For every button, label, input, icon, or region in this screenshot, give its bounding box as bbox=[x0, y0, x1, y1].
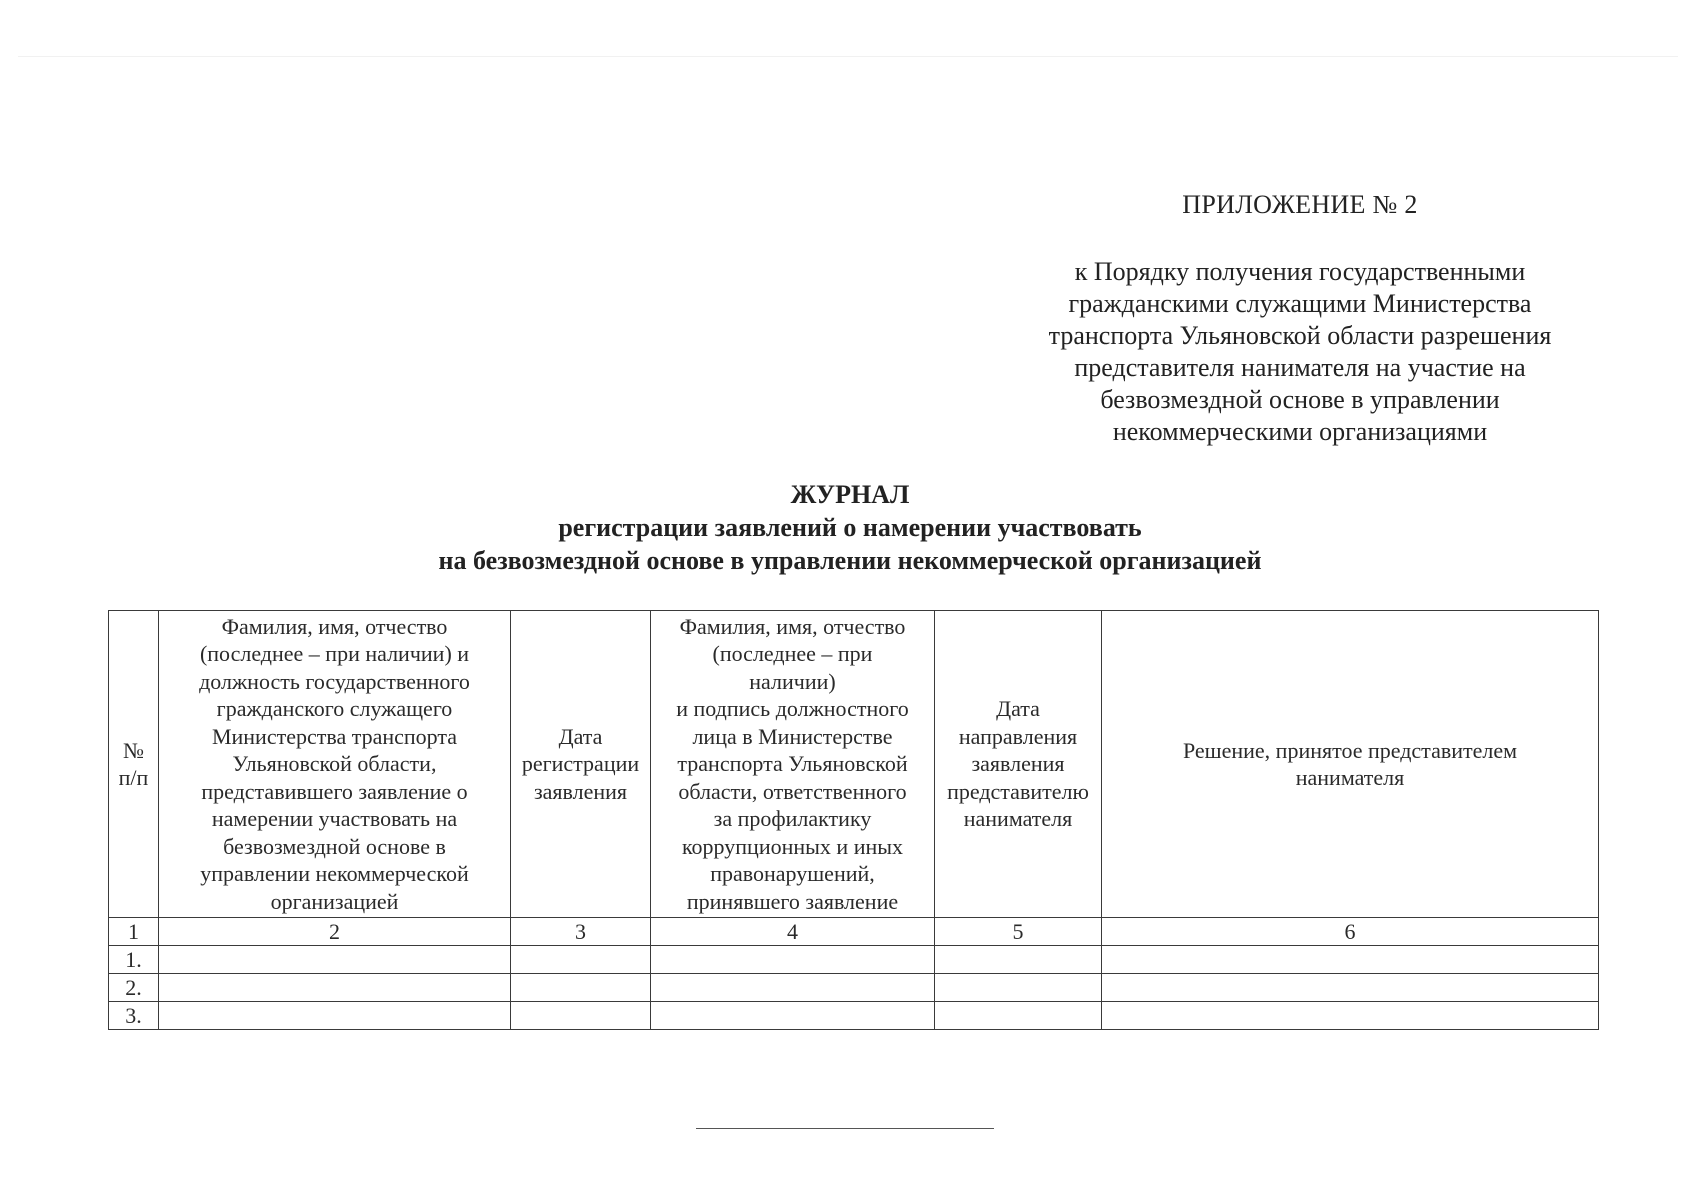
table-cell bbox=[935, 974, 1102, 1002]
header-text-line: Фамилия, имя, отчество bbox=[679, 613, 906, 639]
header-text-line: заявления bbox=[971, 751, 1065, 777]
table-header-row bbox=[109, 611, 1599, 918]
table-cell bbox=[1102, 946, 1599, 974]
header-text-line: организацией bbox=[270, 888, 399, 914]
table-row bbox=[109, 946, 1599, 974]
header-text-line: принявшего заявление bbox=[686, 888, 899, 914]
table-cell bbox=[159, 946, 511, 974]
column-number-cell: 5 bbox=[935, 918, 1102, 946]
appendix-line: транспорта Ульяновской области разрешения bbox=[1048, 321, 1552, 350]
header-text-line: намерении участвовать на bbox=[211, 806, 458, 832]
header-text-line: области, ответственного bbox=[678, 778, 907, 804]
header-text-line: за профилактику bbox=[713, 806, 872, 832]
header-text-line: нанимателя bbox=[963, 806, 1073, 832]
appendix-reference bbox=[1010, 256, 1590, 448]
header-text-line: Дата bbox=[996, 696, 1040, 722]
header-cell-forward-date bbox=[935, 611, 1102, 918]
column-number-cell: 4 bbox=[651, 918, 935, 946]
column-number-row bbox=[109, 918, 1599, 946]
header-text-line: Фамилия, имя, отчество bbox=[221, 613, 448, 639]
table-cell bbox=[511, 946, 651, 974]
header-text-line: гражданского служащего bbox=[216, 696, 453, 722]
closing-rule-line bbox=[696, 1128, 994, 1129]
table-cell bbox=[935, 1002, 1102, 1030]
scan-edge-line bbox=[18, 56, 1678, 57]
header-text-line: направления bbox=[958, 723, 1078, 749]
header-text-line: коррупционных и иных bbox=[681, 833, 904, 859]
column-number-cell: 2 bbox=[159, 918, 511, 946]
header-text-line: (последнее – при наличии) и bbox=[199, 641, 470, 667]
appendix-line: безвозмездной основе в управлении bbox=[1100, 385, 1500, 414]
header-cell-number bbox=[109, 611, 159, 918]
table-cell bbox=[511, 1002, 651, 1030]
table-cell bbox=[1102, 974, 1599, 1002]
header-text-line: Ульяновской области, bbox=[232, 751, 437, 777]
table-cell bbox=[511, 974, 651, 1002]
row-number-cell: 3. bbox=[109, 1002, 159, 1030]
header-text-line: Министерства транспорта bbox=[211, 723, 458, 749]
appendix-line: гражданскими служащими Министерства bbox=[1068, 289, 1532, 318]
header-text-line: наличии) bbox=[749, 668, 836, 694]
journal-heading bbox=[300, 478, 1400, 577]
registration-journal-table bbox=[108, 610, 1599, 1030]
header-text-line: правонарушений, bbox=[710, 861, 875, 887]
header-cell-official bbox=[651, 611, 935, 918]
header-text-line: № bbox=[123, 737, 144, 763]
header-text-line: лица в Министерстве bbox=[692, 723, 893, 749]
journal-subtitle-line2: на безвозмездной основе в управлении некоммерческой организацией bbox=[438, 546, 1262, 575]
appendix-line: к Порядку получения государственными bbox=[1074, 257, 1526, 286]
header-text-line: управлении некоммерческой bbox=[200, 861, 469, 887]
journal-subtitle-line1: регистрации заявлений о намерении участвовать bbox=[558, 513, 1142, 542]
header-cell-registration-date bbox=[511, 611, 651, 918]
table-cell bbox=[935, 946, 1102, 974]
table-cell bbox=[159, 1002, 511, 1030]
header-text-line: представившего заявление о bbox=[201, 778, 468, 804]
table-cell bbox=[1102, 1002, 1599, 1030]
header-cell-decision bbox=[1102, 611, 1599, 918]
row-number-cell: 2. bbox=[109, 974, 159, 1002]
header-text-line: п/п bbox=[118, 765, 149, 790]
header-text-line: (последнее – при bbox=[712, 641, 873, 667]
header-text-line: транспорта Ульяновской bbox=[677, 751, 908, 777]
header-text-line: безвозмездной основе в bbox=[223, 833, 446, 859]
appendix-line: некоммерческими организациями bbox=[1112, 417, 1488, 446]
journal-title: ЖУРНАЛ bbox=[790, 480, 910, 509]
header-text-line: и подпись должностного bbox=[676, 696, 909, 722]
header-cell-employee bbox=[159, 611, 511, 918]
table-row bbox=[109, 974, 1599, 1002]
column-number-cell: 6 bbox=[1102, 918, 1599, 946]
column-number-cell: 1 bbox=[109, 918, 159, 946]
header-text-line: должность государственного bbox=[199, 668, 470, 694]
header-text-line: регистрации bbox=[521, 751, 640, 777]
table-cell bbox=[159, 974, 511, 1002]
appendix-title: ПРИЛОЖЕНИЕ № 2 bbox=[1182, 190, 1418, 219]
table-row bbox=[109, 1002, 1599, 1030]
table-cell bbox=[651, 974, 935, 1002]
header-text-line: представителю bbox=[947, 778, 1089, 804]
header-text-line: заявления bbox=[533, 778, 628, 804]
table-cell bbox=[651, 946, 935, 974]
header-text-line: Дата bbox=[558, 723, 603, 749]
header-text-line: нанимателя bbox=[1295, 765, 1405, 790]
row-number-cell: 1. bbox=[109, 946, 159, 974]
table-cell bbox=[651, 1002, 935, 1030]
column-number-cell: 3 bbox=[511, 918, 651, 946]
header-text-line: Решение, принятое представителем bbox=[1182, 737, 1518, 763]
appendix-line: представителя нанимателя на участие на bbox=[1074, 353, 1526, 382]
